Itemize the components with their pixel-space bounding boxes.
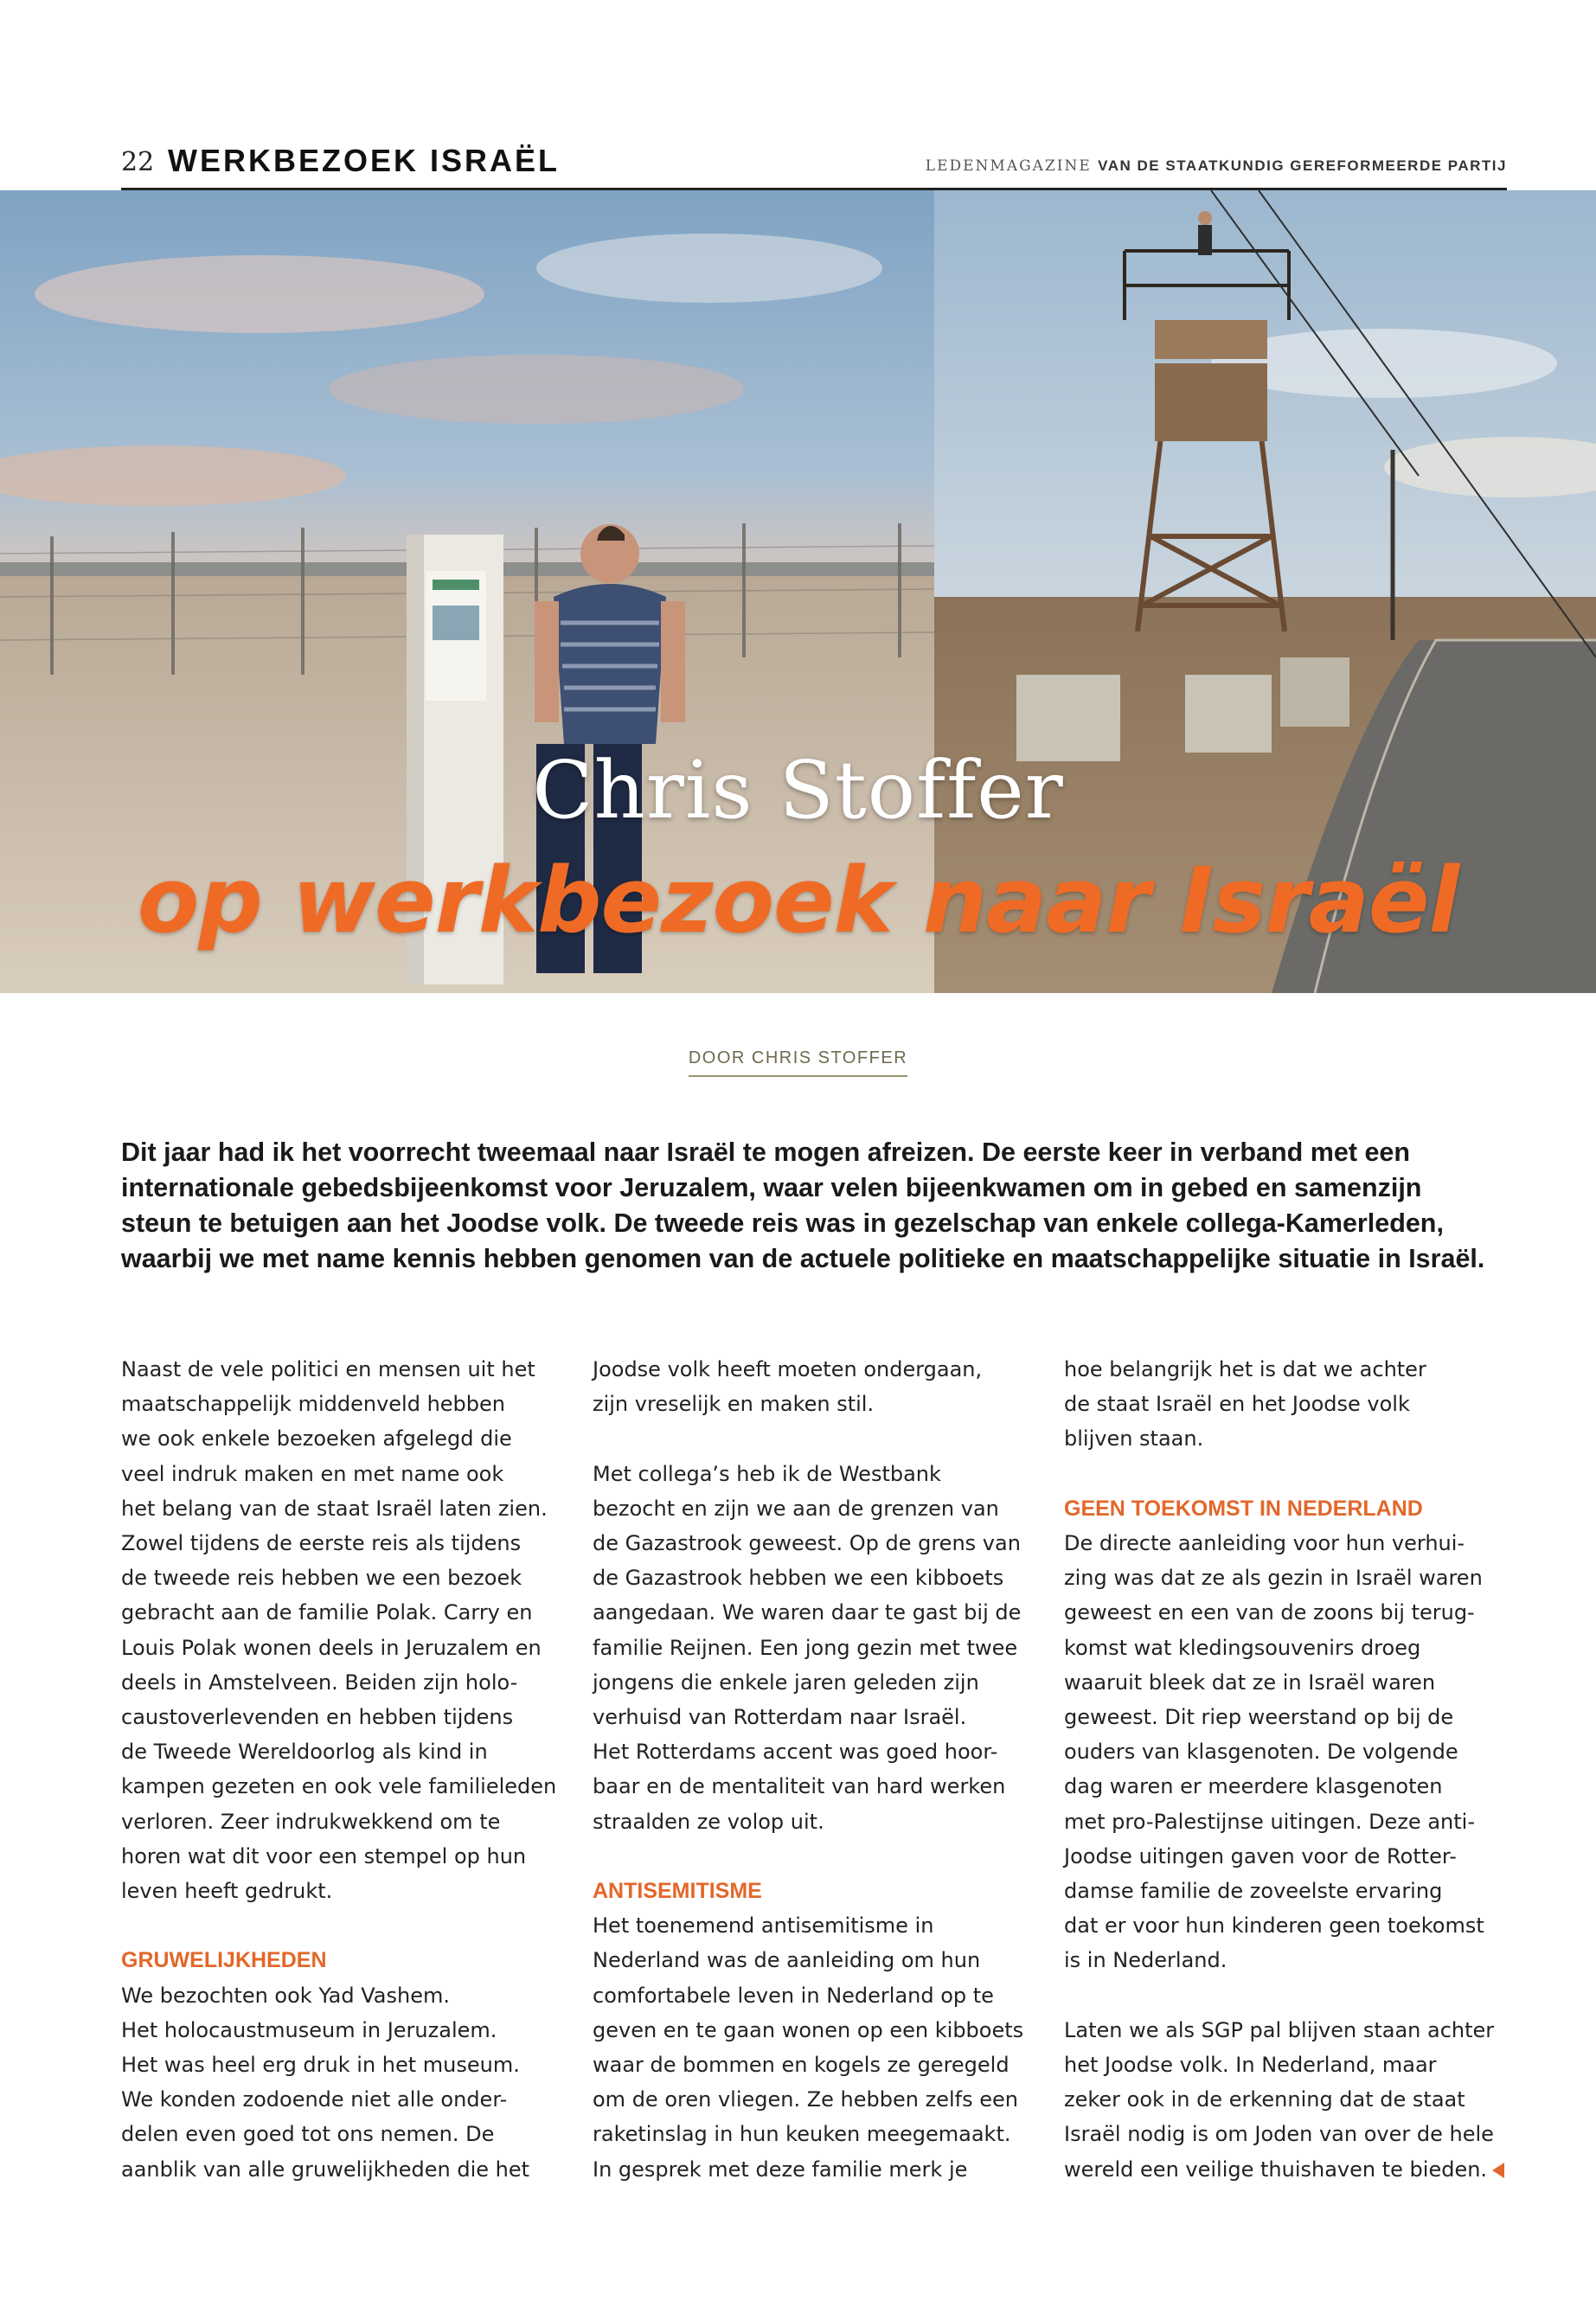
text-line: comfortabele leven in Nederland op te bbox=[593, 1983, 994, 2008]
intro-line: steun te betuigen aan het Joodse volk. De tweede reis was in gezelschap van enkele collega-Kamerleden, bbox=[121, 1208, 1444, 1238]
paragraph-gap bbox=[1064, 1457, 1497, 1491]
text-line: baar en de mentaliteit van hard werken bbox=[593, 1774, 1006, 1799]
text-line: Het was heel erg druk in het museum. bbox=[121, 2053, 520, 2078]
text-line: aanblik van alle gruwelijkheden die het bbox=[121, 2157, 530, 2182]
paragraph-gap bbox=[121, 1908, 554, 1943]
text-line: We konden zodoende niet alle onder- bbox=[121, 2087, 508, 2112]
text-line: waaruit bleek dat ze in Israël waren bbox=[1064, 1670, 1436, 1695]
body-column-1 bbox=[121, 1352, 557, 2187]
text-line: Joodse uitingen gaven voor de Rotter- bbox=[1064, 1843, 1457, 1868]
last-text-line bbox=[1064, 2152, 1497, 2187]
text-line: ouders van klasgenoten. De volgende bbox=[1064, 1740, 1458, 1765]
text-line: Nederland was de aanleiding om hun bbox=[593, 1948, 981, 1973]
text-line: In gesprek met deze familie merk je bbox=[593, 2157, 968, 2182]
text-line: verloren. Zeer indrukwekkend om te bbox=[121, 1809, 501, 1834]
text-line: jongens die enkele jaren geleden zijn bbox=[593, 1670, 979, 1695]
text-line: leven heeft gedrukt. bbox=[121, 1879, 333, 1904]
intro-paragraph bbox=[121, 1135, 1509, 1277]
hero-photo bbox=[0, 190, 1596, 993]
text-line: om de oren vliegen. Ze hebben zelfs een bbox=[593, 2087, 1018, 2112]
text-line: deels in Amstelveen. Beiden zijn holo- bbox=[121, 1670, 518, 1695]
text-line: delen even goed tot ons nemen. De bbox=[121, 2122, 495, 2147]
text-line: is in Nederland. bbox=[1064, 1948, 1227, 1973]
text-line: Louis Polak wonen deels in Jeruzalem en bbox=[121, 1635, 542, 1660]
text-line: de tweede reis hebben we een bezoek bbox=[121, 1566, 522, 1591]
text-line: Het toenemend antisemitisme in bbox=[593, 1913, 934, 1939]
text-line: horen wat dit voor een stempel op hun bbox=[121, 1843, 527, 1868]
text-line: Israël nodig is om Joden van over de hele bbox=[1064, 2122, 1494, 2147]
intro-line: Dit jaar had ik het voorrecht tweemaal naar Israël te mogen afreizen. De eerste keer in verband met een bbox=[121, 1138, 1411, 1167]
text-line: Joodse volk heeft moeten ondergaan, bbox=[593, 1357, 983, 1381]
byline bbox=[0, 1048, 1596, 1077]
text-line: aangedaan. We waren daar te gast bij de bbox=[593, 1600, 1022, 1625]
text-line: Naast de vele politici en mensen uit het bbox=[121, 1357, 535, 1381]
text-line: waar de bommen en kogels ze geregeld bbox=[593, 2053, 1010, 2078]
text-line: het Joodse volk. In Nederland, maar bbox=[1064, 2053, 1437, 2078]
subheading-geen-toekomst: GEEN TOEKOMST IN NEDERLAND bbox=[1064, 1496, 1423, 1521]
text-line: dat er voor hun kinderen geen toekomst bbox=[1064, 1913, 1484, 1939]
text-line: Laten we als SGP pal blijven staan achter bbox=[1064, 2017, 1495, 2042]
text-line: met pro-Palestijnse uitingen. Deze anti- bbox=[1064, 1809, 1475, 1834]
text-line: de Gazastrook geweest. Op de grens van bbox=[593, 1531, 1021, 1555]
section-title: WERKBEZOEK ISRAËL bbox=[168, 143, 561, 178]
article-title-subtitle: op werkbezoek naar Israël bbox=[137, 848, 1459, 953]
text-line: we ook enkele bezoeken afgelegd die bbox=[121, 1426, 512, 1452]
text-line: kampen gezeten en ook vele familieleden bbox=[121, 1774, 557, 1799]
article-title-name: Chris Stoffer bbox=[532, 744, 1064, 836]
text-line: gebracht aan de familie Polak. Carry en bbox=[121, 1600, 533, 1625]
text-line: geweest en een van de zoons bij terug- bbox=[1064, 1600, 1475, 1625]
paragraph-gap bbox=[593, 1839, 1025, 1874]
text-line: veel indruk maken en met name ook bbox=[121, 1461, 504, 1486]
text-line: geweest. Dit riep weerstand op bij de bbox=[1064, 1705, 1454, 1730]
text-line: bezocht en zijn we aan de grenzen van bbox=[593, 1496, 999, 1521]
text-line: hoe belangrijk het is dat we achter bbox=[1064, 1357, 1426, 1381]
text-line: Het holocaustmuseum in Jeruzalem. bbox=[121, 2017, 497, 2042]
text-line: komst wat kledingsouvenirs droeg bbox=[1064, 1635, 1421, 1660]
page-header bbox=[121, 143, 1507, 190]
subheading-antisemitisme: ANTISEMITISME bbox=[593, 1879, 762, 1904]
body-column-3 bbox=[1064, 1352, 1497, 2187]
text-line: damse familie de zoveelste ervaring bbox=[1064, 1879, 1443, 1904]
text-line: De directe aanleiding voor hun verhui- bbox=[1064, 1531, 1465, 1555]
end-of-article-icon bbox=[1492, 2163, 1504, 2178]
text-line: zijn vreselijk en maken stil. bbox=[593, 1392, 875, 1417]
text-line: het belang van de staat Israël laten zien. bbox=[121, 1496, 548, 1521]
text-line: blijven staan. bbox=[1064, 1426, 1204, 1452]
text-line: wereld een veilige thuishaven te bieden. bbox=[1064, 2157, 1488, 2182]
magazine-name-light: LEDENMAGAZINE bbox=[925, 157, 1092, 175]
text-line: geven en te gaan wonen op een kibboets bbox=[593, 2017, 1024, 2042]
intro-line: waarbij we met name kennis hebben genomen van de actuele politieke en maatschappelijke situatie in Israël. bbox=[121, 1244, 1485, 1273]
body-column-2 bbox=[593, 1352, 1025, 2187]
text-line: zeker ook in de erkenning dat de staat bbox=[1064, 2087, 1465, 2112]
text-line: de Tweede Wereldoorlog als kind in bbox=[121, 1740, 488, 1765]
subheading-gruwelijkheden: GRUWELIJKHEDEN bbox=[121, 1948, 327, 1973]
intro-line: internationale gebedsbijeenkomst voor Jeruzalem, waar velen bijeenkwamen om in gebed en samenzijn bbox=[121, 1173, 1422, 1202]
text-line: zing was dat ze als gezin in Israël waren bbox=[1064, 1566, 1483, 1591]
text-line: straalden ze volop uit. bbox=[593, 1809, 824, 1834]
paragraph-gap bbox=[1064, 1978, 1497, 2013]
text-line: raketinslag in hun keuken meegemaakt. bbox=[593, 2122, 1011, 2147]
page-number: 22 bbox=[121, 147, 155, 177]
magazine-name bbox=[926, 157, 1507, 175]
text-line: de Gazastrook hebben we een kibboets bbox=[593, 1566, 1004, 1591]
paragraph-gap bbox=[593, 1421, 1025, 1456]
byline-text: DOOR CHRIS STOFFER bbox=[689, 1048, 907, 1077]
text-line: de staat Israël en het Joodse volk bbox=[1064, 1392, 1410, 1417]
magazine-name-bold: VAN DE STAATKUNDIG GEREFORMEERDE PARTIJ bbox=[1098, 157, 1507, 174]
text-line: caustoverlevenden en hebben tijdens bbox=[121, 1705, 514, 1730]
text-line: We bezochten ook Yad Vashem. bbox=[121, 1983, 450, 2008]
text-line: Het Rotterdams accent was goed hoor- bbox=[593, 1740, 998, 1765]
text-line: verhuisd van Rotterdam naar Israël. bbox=[593, 1705, 967, 1730]
text-line: dag waren er meerdere klasgenoten bbox=[1064, 1774, 1443, 1799]
text-line: maatschappelijk middenveld hebben bbox=[121, 1392, 505, 1417]
text-line: Zowel tijdens de eerste reis als tijdens bbox=[121, 1531, 522, 1556]
text-line: Met collega’s heb ik de Westbank bbox=[593, 1461, 941, 1486]
text-line: familie Reijnen. Een jong gezin met twee bbox=[593, 1635, 1018, 1660]
